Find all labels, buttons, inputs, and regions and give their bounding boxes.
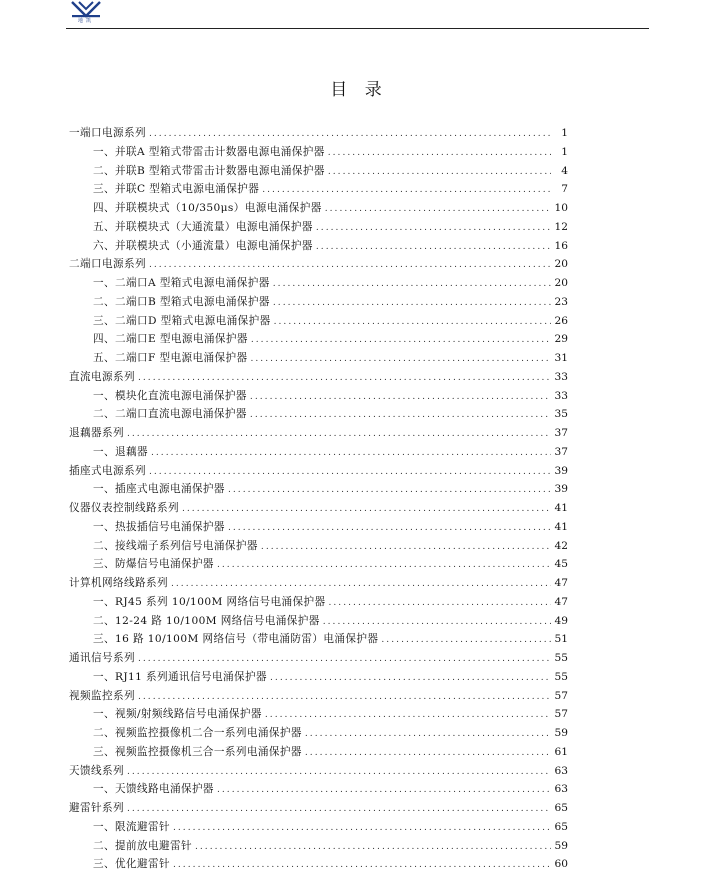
toc-entry-label: 一、天馈线路电涌保护器: [93, 783, 214, 796]
toc-section-entry[interactable]: [69, 124, 568, 143]
toc-dot-leader: [138, 688, 551, 707]
toc-subsection-entry[interactable]: [69, 274, 568, 293]
toc-page-number: 47: [554, 595, 568, 608]
toc-page-number: 23: [554, 295, 568, 308]
toc-page-number: 37: [554, 445, 568, 458]
toc-entry-label: 天馈线系列: [69, 764, 124, 777]
toc-entry-label: 插座式电源系列: [69, 464, 146, 477]
toc-entry-label: 二、12-24 路 10/100M 网络信号电涌保护器: [93, 614, 320, 627]
toc-subsection-entry[interactable]: [69, 630, 568, 649]
toc-page-number: 26: [554, 314, 568, 327]
toc-page-number: 20: [554, 258, 568, 271]
toc-dot-leader: [149, 125, 551, 144]
toc-subsection-entry[interactable]: [69, 668, 568, 687]
toc-subsection-entry[interactable]: [69, 724, 568, 743]
toc-page-number: 41: [554, 502, 568, 514]
toc-entry-label: 通讯信号系列: [69, 652, 135, 664]
toc-entry-label: 二、二端口直流电源电涌保护器: [93, 408, 247, 421]
company-logo: [66, 0, 106, 26]
toc-dot-leader: [250, 388, 551, 407]
toc-dot-leader: [316, 219, 551, 238]
toc-page-number: 65: [554, 820, 568, 833]
toc-page-number: 61: [554, 745, 568, 758]
toc-entry-label: 一端口电源系列: [69, 127, 146, 139]
toc-page-number: 51: [554, 633, 568, 646]
toc-page-number: 59: [554, 839, 568, 852]
toc-subsection-entry[interactable]: [69, 293, 568, 312]
toc-subsection-entry[interactable]: [69, 743, 568, 762]
toc-dot-leader: [273, 275, 551, 294]
toc-dot-leader: [270, 669, 551, 688]
toc-entry-label: 三、并联C 型箱式电源电涌保护器: [93, 183, 260, 196]
toc-dot-leader: [305, 725, 551, 744]
toc-entry-label: 一、RJ45 系列 10/100M 网络信号电涌保护器: [93, 595, 326, 608]
toc-entry-label: 避雷针系列: [69, 802, 124, 814]
toc-entry-label: 二端口电源系列: [69, 258, 146, 271]
toc-dot-leader: [171, 575, 551, 594]
toc-entry-label: 六、并联模块式（小通流量）电源电涌保护器: [93, 239, 313, 252]
toc-entry-label: 一、视频/射频线路信号电涌保护器: [93, 708, 262, 721]
toc-page-number: 57: [554, 689, 568, 702]
logo-mark-icon: [70, 0, 102, 18]
toc-subsection-entry[interactable]: [69, 855, 568, 874]
toc-dot-leader: [316, 238, 551, 257]
toc-page-number: 57: [554, 708, 568, 721]
toc-entry-label: 四、二端口E 型电源电涌保护器: [93, 333, 248, 346]
toc-dot-leader: [217, 781, 551, 800]
toc-subsection-entry[interactable]: [69, 612, 568, 631]
toc-subsection-entry[interactable]: [69, 218, 568, 237]
toc-dot-leader: [138, 369, 551, 388]
toc-section-entry[interactable]: [69, 424, 568, 443]
toc-page-number: 4: [561, 164, 568, 177]
toc-subsection-entry[interactable]: [69, 780, 568, 799]
toc-subsection-entry[interactable]: [69, 555, 568, 574]
toc-section-entry[interactable]: [69, 799, 568, 818]
toc-section-entry[interactable]: [69, 574, 568, 593]
toc-dot-leader: [251, 331, 551, 350]
toc-dot-leader: [273, 294, 551, 313]
toc-entry-label: 二、并联B 型箱式带雷击计数器电源电涌保护器: [93, 164, 325, 177]
table-of-contents: [69, 124, 568, 874]
toc-dot-leader: [195, 838, 551, 857]
toc-section-entry[interactable]: [69, 255, 568, 274]
toc-dot-leader: [328, 594, 551, 613]
toc-subsection-entry[interactable]: [69, 162, 568, 181]
toc-entry-label: 一、并联A 型箱式带雷击计数器电源电涌保护器: [93, 145, 325, 158]
toc-dot-leader: [262, 181, 551, 200]
toc-entry-label: 三、16 路 10/100M 网络信号（带电涌防雷）电涌保护器: [93, 633, 379, 646]
toc-subsection-entry[interactable]: [69, 443, 568, 462]
toc-entry-label: 三、视频监控摄像机三合一系列电涌保护器: [93, 745, 302, 758]
toc-page-number: 41: [554, 520, 568, 533]
toc-dot-leader: [381, 631, 551, 650]
toc-entry-label: 三、防爆信号电涌保护器: [93, 558, 214, 571]
toc-entry-label: 二、接线端子系列信号电涌保护器: [93, 539, 258, 552]
toc-page-number: 12: [554, 220, 568, 233]
toc-entry-label: 三、优化避雷针: [93, 858, 170, 871]
toc-entry-label: 一、限流避雷针: [93, 820, 170, 833]
toc-entry-label: 一、RJ11 系列通讯信号电涌保护器: [93, 670, 267, 683]
toc-page-number: 39: [554, 483, 568, 496]
toc-subsection-entry[interactable]: [69, 818, 568, 837]
toc-page-number: 20: [554, 277, 568, 289]
logo-text: 地凯: [77, 18, 94, 24]
toc-subsection-entry[interactable]: [69, 518, 568, 537]
toc-subsection-entry[interactable]: [69, 312, 568, 331]
toc-entry-label: 退藕器系列: [69, 427, 124, 439]
toc-page-number: 7: [561, 183, 568, 196]
toc-entry-label: 二、提前放电避雷针: [93, 839, 192, 852]
toc-page-number: 33: [554, 389, 568, 402]
toc-page-number: 45: [554, 558, 568, 571]
toc-section-entry[interactable]: [69, 462, 568, 481]
toc-page-number: 1: [561, 145, 568, 158]
toc-entry-label: 三、二端口D 型箱式电源电涌保护器: [93, 314, 271, 327]
toc-subsection-entry[interactable]: [69, 180, 568, 199]
toc-dot-leader: [149, 256, 551, 275]
toc-page-number: 59: [554, 727, 568, 739]
toc-subsection-entry[interactable]: [69, 705, 568, 724]
toc-dot-leader: [261, 538, 551, 557]
toc-entry-label: 一、热拔插信号电涌保护器: [93, 520, 225, 533]
toc-section-entry[interactable]: [69, 762, 568, 781]
toc-dot-leader: [328, 163, 551, 182]
toc-page-number: 39: [554, 464, 568, 477]
toc-page-number: 37: [554, 427, 568, 439]
toc-section-entry[interactable]: [69, 499, 568, 518]
toc-dot-leader: [173, 856, 551, 875]
toc-section-entry[interactable]: [69, 649, 568, 668]
toc-dot-leader: [217, 556, 551, 575]
toc-dot-leader: [182, 500, 551, 519]
toc-page-number: 63: [554, 764, 568, 777]
toc-dot-leader: [228, 481, 551, 500]
toc-subsection-entry[interactable]: [69, 387, 568, 406]
toc-dot-leader: [149, 463, 551, 482]
toc-page-number: 63: [554, 783, 568, 796]
toc-dot-leader: [127, 800, 551, 819]
toc-entry-label: 二、视频监控摄像机二合一系列电涌保护器: [93, 727, 302, 739]
toc-page-number: 29: [554, 333, 568, 346]
toc-subsection-entry[interactable]: [69, 349, 568, 368]
toc-entry-label: 一、模块化直流电源电涌保护器: [93, 389, 247, 402]
toc-dot-leader: [250, 350, 551, 369]
page-title: 目 录: [330, 80, 388, 100]
toc-dot-leader: [325, 200, 551, 219]
toc-page-number: 42: [554, 539, 568, 552]
toc-entry-label: 五、并联模块式（大通流量）电源电涌保护器: [93, 220, 313, 233]
toc-subsection-entry[interactable]: [69, 405, 568, 424]
toc-subsection-entry[interactable]: [69, 537, 568, 556]
toc-subsection-entry[interactable]: [69, 480, 568, 499]
toc-subsection-entry[interactable]: [69, 837, 568, 856]
toc-entry-label: 视频监控系列: [69, 689, 135, 702]
toc-page-number: 35: [554, 408, 568, 421]
toc-dot-leader: [138, 650, 551, 669]
toc-section-entry[interactable]: [69, 687, 568, 706]
toc-entry-label: 四、并联模块式（10/350μs）电源电涌保护器: [93, 202, 322, 214]
toc-page-number: 33: [554, 370, 568, 383]
toc-subsection-entry[interactable]: [69, 330, 568, 349]
toc-subsection-entry[interactable]: [69, 237, 568, 256]
toc-entry-label: 直流电源系列: [69, 370, 135, 383]
toc-dot-leader: [228, 519, 551, 538]
toc-page-number: 60: [554, 858, 568, 871]
toc-subsection-entry[interactable]: [69, 593, 568, 612]
toc-entry-label: 计算机网络线路系列: [69, 577, 168, 589]
toc-entry-label: 一、插座式电源电涌保护器: [93, 483, 225, 496]
toc-dot-leader: [265, 706, 551, 725]
toc-page-number: 55: [554, 670, 568, 683]
toc-page-number: 47: [554, 577, 568, 589]
toc-dot-leader: [173, 819, 551, 838]
toc-page-number: 1: [561, 127, 568, 139]
toc-subsection-entry[interactable]: [69, 199, 568, 218]
toc-page-number: 16: [554, 239, 568, 252]
toc-page-number: 55: [554, 652, 568, 664]
toc-entry-label: 一、退藕器: [93, 445, 148, 458]
toc-dot-leader: [274, 313, 551, 332]
toc-dot-leader: [127, 425, 551, 444]
toc-dot-leader: [250, 406, 551, 425]
toc-entry-label: 仪器仪表控制线路系列: [69, 502, 179, 514]
toc-page-number: 49: [554, 614, 568, 627]
toc-page-number: 31: [554, 352, 568, 364]
toc-page-number: 65: [554, 802, 568, 814]
toc-dot-leader: [328, 144, 551, 163]
toc-dot-leader: [151, 444, 551, 463]
toc-entry-label: 一、二端口A 型箱式电源电涌保护器: [93, 277, 270, 289]
toc-subsection-entry[interactable]: [69, 143, 568, 162]
toc-dot-leader: [305, 744, 551, 763]
toc-section-entry[interactable]: [69, 368, 568, 387]
toc-entry-label: 二、二端口B 型箱式电源电涌保护器: [93, 295, 270, 308]
toc-page-number: 10: [554, 202, 568, 214]
header-rule: [66, 28, 649, 29]
toc-entry-label: 五、二端口F 型电源电涌保护器: [93, 352, 248, 364]
toc-dot-leader: [323, 613, 551, 632]
toc-dot-leader: [127, 763, 551, 782]
